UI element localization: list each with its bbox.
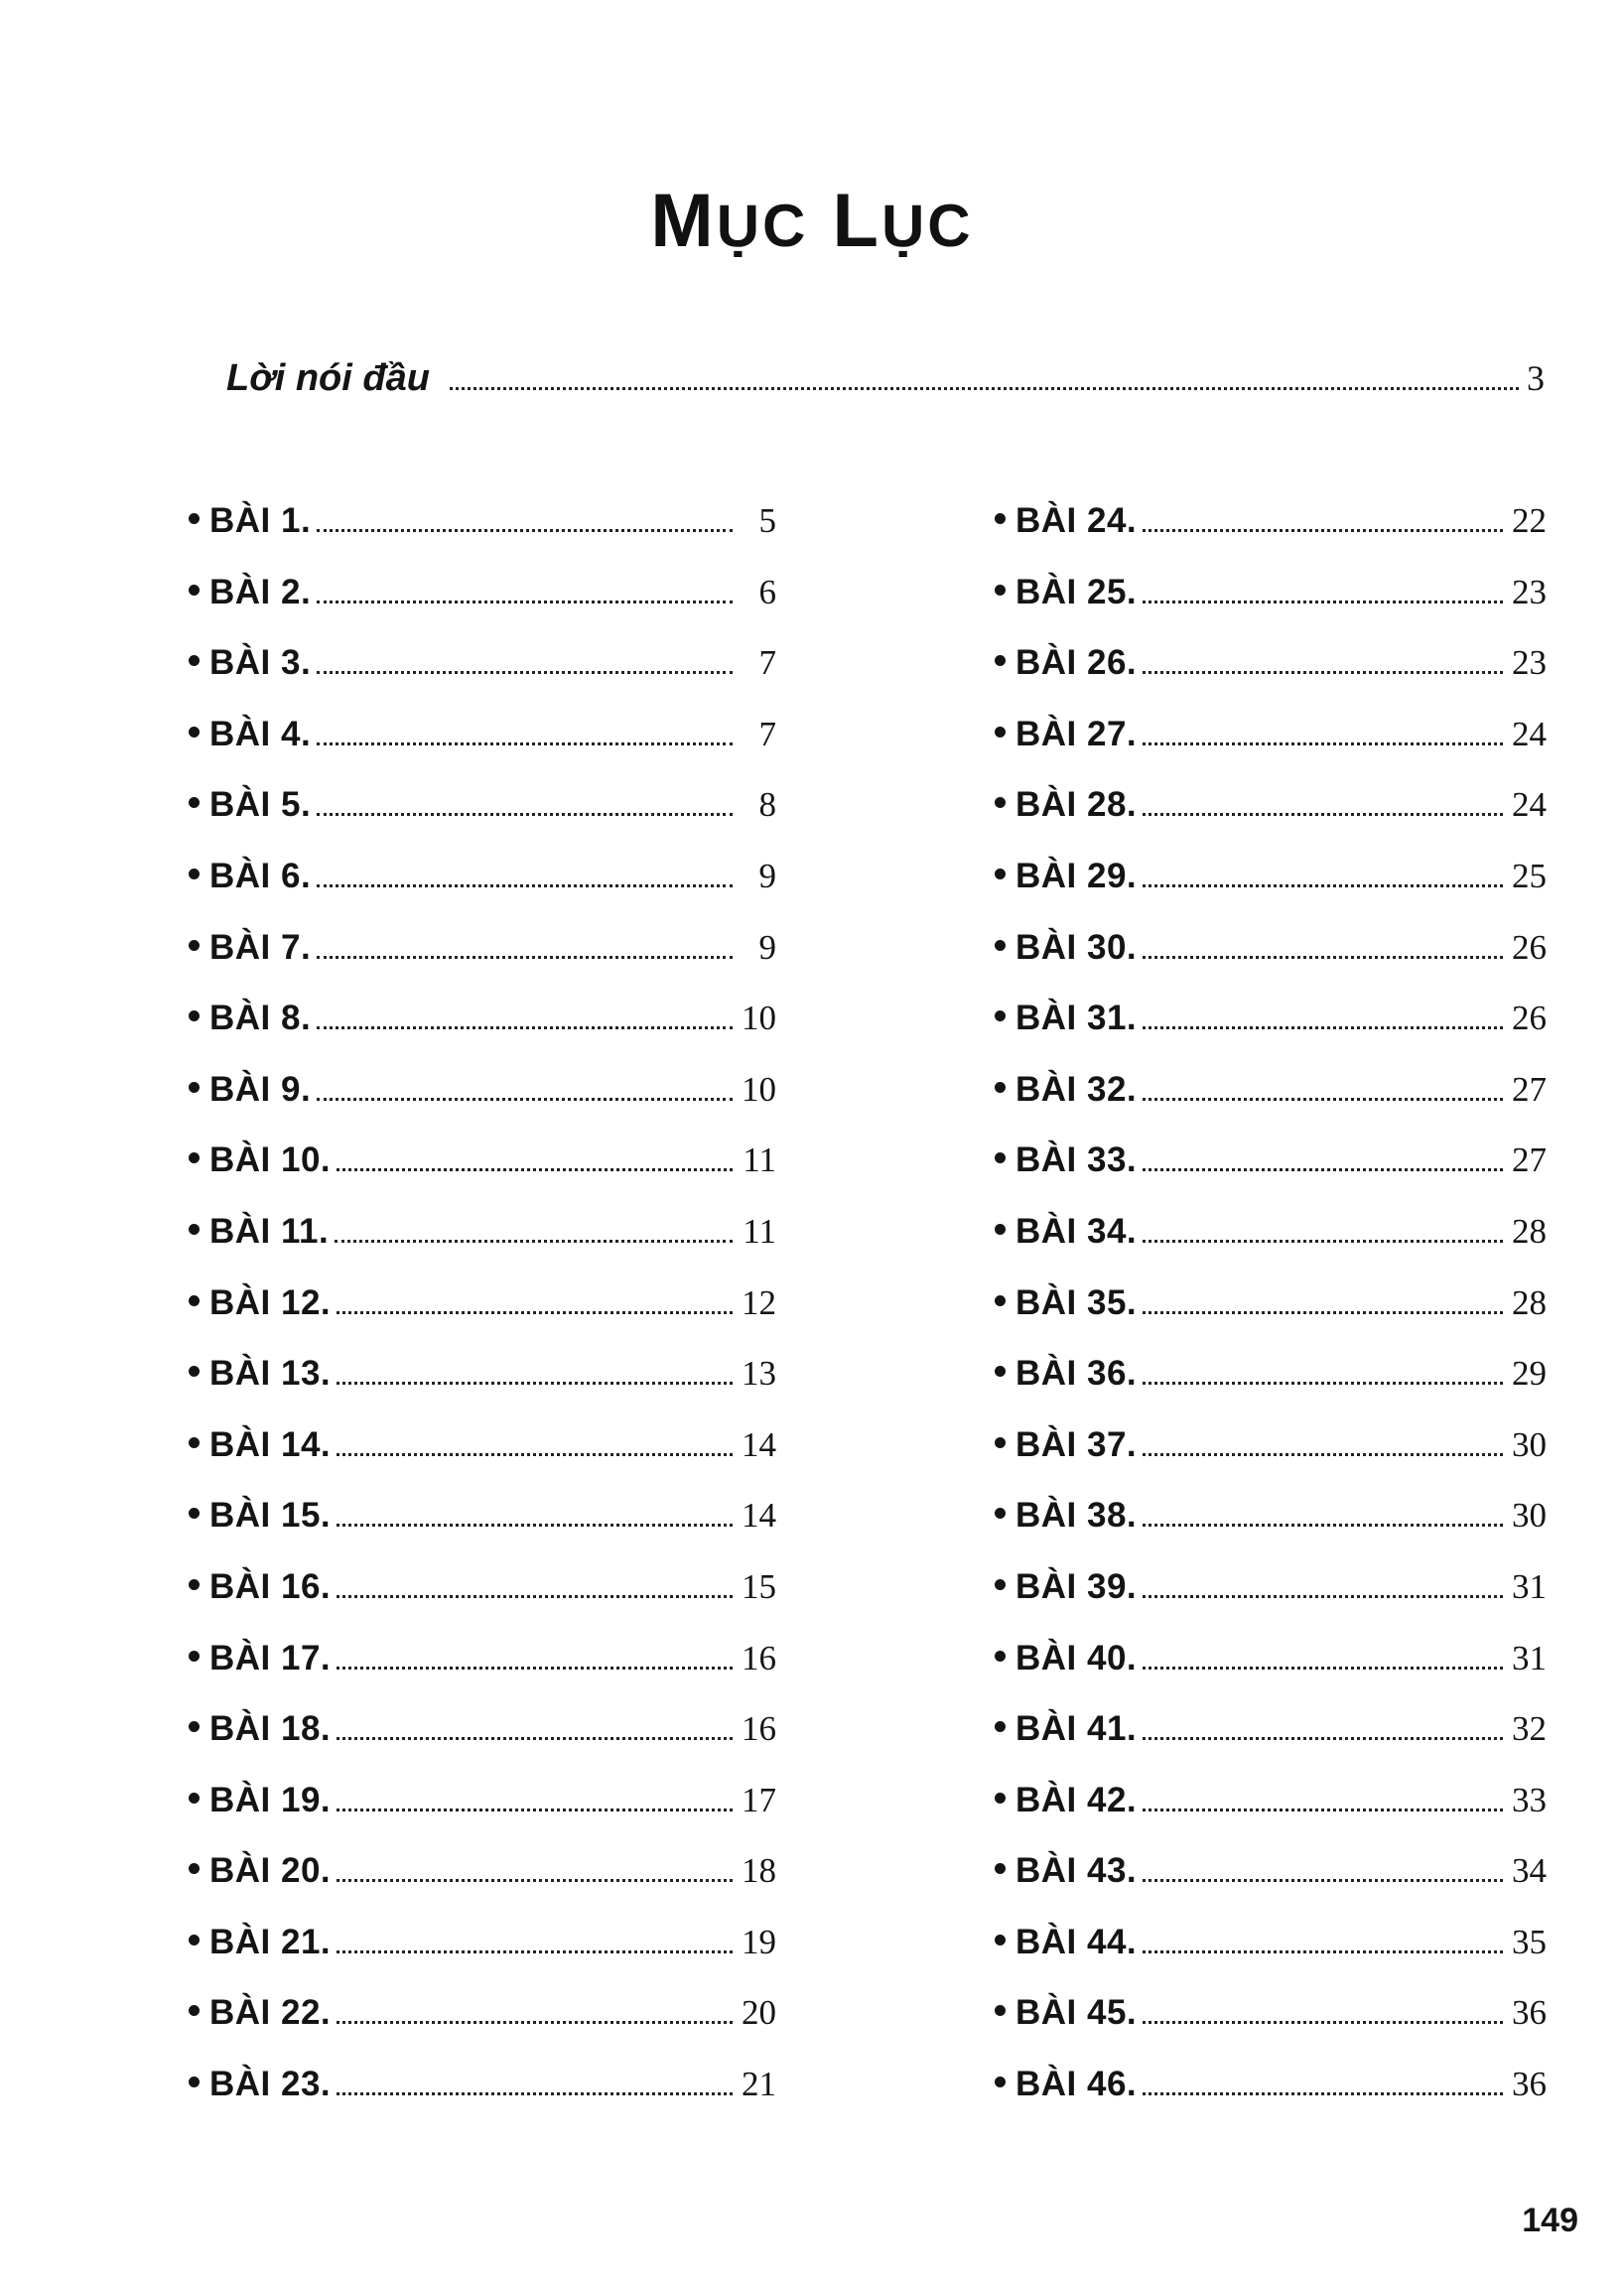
toc-entry-label: BÀI 11. — [209, 1211, 330, 1251]
toc-entry-page-number: 29 — [1512, 1354, 1547, 1394]
dot-leader — [337, 1382, 733, 1385]
toc-entry-label: BÀI 31. — [1015, 999, 1138, 1038]
toc-entry-label: BÀI 17. — [209, 1638, 332, 1677]
dot-leader — [337, 1667, 733, 1670]
title-initial-2: L — [832, 178, 881, 263]
dot-leader — [1143, 1667, 1503, 1670]
toc-entry[interactable] — [995, 928, 1547, 1000]
dot-leader — [450, 387, 1519, 390]
dot-leader — [337, 1311, 733, 1314]
toc-entry[interactable] — [995, 1283, 1547, 1355]
dot-leader — [1143, 1026, 1503, 1029]
toc-entry-page-number: 16 — [742, 1638, 776, 1677]
toc-entry-page-number: 11 — [743, 1140, 776, 1180]
dot-leader — [317, 884, 733, 887]
toc-entry-label: BÀI 30. — [1015, 927, 1138, 967]
toc-entry[interactable] — [189, 1140, 776, 1212]
dot-leader — [317, 671, 733, 674]
bullet-icon — [189, 585, 200, 596]
dot-leader — [335, 1240, 733, 1243]
toc-entry-page-number: 7 — [758, 714, 776, 753]
bullet-icon — [189, 797, 200, 808]
toc-entry-page-number: 5 — [758, 501, 776, 540]
bullet-icon — [189, 1579, 200, 1590]
bullet-icon — [995, 1152, 1006, 1163]
toc-entry-label: BÀI 43. — [1015, 1851, 1138, 1891]
toc-entry-label: BÀI 21. — [209, 1922, 332, 1961]
toc-entry-page-number: 35 — [1512, 1922, 1547, 1961]
bullet-icon — [995, 1651, 1006, 1662]
dot-leader — [1143, 2092, 1503, 2095]
toc-entry[interactable] — [189, 573, 776, 644]
toc-entry[interactable] — [189, 715, 776, 786]
dot-leader — [1143, 2021, 1503, 2024]
toc-entry[interactable] — [995, 1851, 1547, 1923]
toc-entry-page-number: 19 — [742, 1922, 776, 1961]
toc-entry-page-number: 30 — [1512, 1496, 1547, 1536]
dot-leader — [1143, 671, 1503, 674]
dot-leader — [1143, 1311, 1503, 1314]
toc-entry[interactable] — [995, 999, 1547, 1070]
bullet-icon — [995, 1793, 1006, 1804]
toc-entry-page-number: 17 — [742, 1780, 776, 1819]
page-title — [0, 178, 1624, 264]
toc-column-right — [995, 501, 1547, 2136]
toc-entry[interactable] — [189, 1709, 776, 1781]
bullet-icon — [189, 869, 200, 879]
bullet-icon — [995, 2077, 1006, 2087]
toc-entry-page-number: 10 — [742, 999, 776, 1038]
toc-entry-label: BÀI 35. — [1015, 1282, 1138, 1322]
toc-entry-page-number: 6 — [758, 572, 776, 611]
toc-entry-label: BÀI 37. — [1015, 1424, 1138, 1464]
bullet-icon — [189, 1437, 200, 1448]
toc-entry[interactable] — [995, 857, 1547, 928]
toc-entry-page-number: 16 — [742, 1709, 776, 1749]
toc-entry-page-number: 9 — [758, 927, 776, 967]
toc-entry-label: BÀI 24. — [1015, 501, 1138, 540]
dot-leader — [337, 1168, 733, 1171]
toc-entry[interactable] — [189, 1354, 776, 1425]
bullet-icon — [189, 513, 200, 524]
toc-entry-label: BÀI 29. — [1015, 856, 1138, 895]
toc-entry-label: BÀI 41. — [1015, 1709, 1138, 1749]
toc-entry[interactable] — [995, 1425, 1547, 1497]
bullet-icon — [189, 1152, 200, 1163]
dot-leader — [317, 1026, 733, 1029]
toc-entry-label: BÀI 25. — [1015, 572, 1138, 611]
dot-leader — [317, 1098, 733, 1101]
dot-leader — [337, 1595, 733, 1598]
toc-entry-page-number: 24 — [1512, 714, 1547, 753]
toc-entry-label: BÀI 20. — [209, 1851, 332, 1891]
dot-leader — [337, 1809, 733, 1811]
bullet-icon — [995, 1366, 1006, 1377]
toc-entry-page-number: 14 — [742, 1496, 776, 1536]
toc-entry[interactable] — [995, 715, 1547, 786]
toc-entry-label: BÀI 16. — [209, 1566, 332, 1606]
bullet-icon — [995, 655, 1006, 666]
toc-entry-page-number: 25 — [1512, 856, 1547, 895]
toc-entry[interactable] — [189, 785, 776, 857]
toc-entry[interactable] — [995, 1070, 1547, 1141]
toc-entry[interactable] — [995, 1354, 1547, 1425]
toc-entry-page-number: 30 — [1512, 1424, 1547, 1464]
toc-entry-page-number: 20 — [742, 1993, 776, 2033]
toc-entry-label: BÀI 9. — [209, 1069, 312, 1109]
toc-entry-label: BÀI 2. — [209, 572, 312, 611]
toc-entry-label: BÀI 6. — [209, 856, 312, 895]
bullet-icon — [995, 1224, 1006, 1235]
toc-entry-page-number: 28 — [1512, 1211, 1547, 1251]
dot-leader — [1143, 529, 1503, 532]
bullet-icon — [995, 940, 1006, 951]
bullet-icon — [189, 727, 200, 737]
toc-entry-label: BÀI 44. — [1015, 1922, 1138, 1961]
bullet-icon — [995, 1721, 1006, 1732]
bullet-icon — [189, 655, 200, 666]
toc-entry-page-number: 31 — [1512, 1566, 1547, 1606]
toc-entry[interactable] — [995, 1993, 1547, 2065]
toc-entry-page-number: 10 — [742, 1069, 776, 1109]
toc-entry-page-number: 11 — [743, 1211, 776, 1251]
bullet-icon — [995, 2005, 1006, 2016]
toc-entry[interactable] — [189, 1993, 776, 2065]
toc-entry-page-number: 8 — [758, 785, 776, 825]
toc-entry[interactable] — [189, 1070, 776, 1141]
title-smallcaps-2: ỤC — [880, 192, 974, 259]
toc-entry[interactable] — [189, 1781, 776, 1852]
toc-entry-page-number: 22 — [1512, 501, 1547, 540]
bullet-icon — [995, 869, 1006, 879]
toc-entry[interactable] — [189, 857, 776, 928]
bullet-icon — [189, 1508, 200, 1519]
toc-entry[interactable] — [995, 2065, 1547, 2136]
preface-label: Lời nói đầu — [226, 357, 430, 399]
toc-entry[interactable] — [189, 1923, 776, 1994]
dot-leader — [1143, 813, 1503, 816]
dot-leader — [1143, 1950, 1503, 1953]
dot-leader — [1143, 1453, 1503, 1456]
toc-entry-page-number: 36 — [1512, 2065, 1547, 2104]
dot-leader — [1143, 1098, 1503, 1101]
toc-entry-label: BÀI 32. — [1015, 1069, 1138, 1109]
bullet-icon — [995, 1863, 1006, 1874]
dot-leader — [1143, 1595, 1503, 1598]
bullet-icon — [995, 1010, 1006, 1021]
toc-entry[interactable] — [189, 1425, 776, 1497]
toc-entry-page-number: 15 — [742, 1566, 776, 1606]
toc-entry-label: BÀI 1. — [209, 501, 312, 540]
toc-entry[interactable] — [189, 2065, 776, 2136]
toc-entry-label: BÀI 46. — [1015, 2065, 1138, 2104]
toc-entry[interactable] — [189, 1851, 776, 1923]
toc-entry-label: BÀI 12. — [209, 1282, 332, 1322]
preface-page-number: 3 — [1527, 358, 1545, 398]
dot-leader — [1143, 1524, 1503, 1527]
toc-entry-page-number: 31 — [1512, 1638, 1547, 1677]
toc-entry-page-number: 26 — [1512, 927, 1547, 967]
dot-leader — [337, 1737, 733, 1740]
dot-leader — [1143, 1382, 1503, 1385]
bullet-icon — [995, 513, 1006, 524]
dot-leader — [1143, 742, 1503, 745]
bullet-icon — [189, 1863, 200, 1874]
toc-entry[interactable] — [995, 785, 1547, 857]
toc-entry-page-number: 33 — [1512, 1780, 1547, 1819]
bullet-icon — [995, 727, 1006, 737]
toc-entry[interactable] — [995, 1709, 1547, 1781]
toc-entry-page-number: 9 — [758, 856, 776, 895]
toc-entry-page-number: 13 — [742, 1354, 776, 1394]
toc-entry[interactable] — [189, 1283, 776, 1355]
toc-entry[interactable] — [995, 1781, 1547, 1852]
toc-entry-page-number: 28 — [1512, 1282, 1547, 1322]
toc-entry-page-number: 14 — [742, 1424, 776, 1464]
title-smallcaps: ỤC — [716, 192, 809, 259]
bullet-icon — [995, 1437, 1006, 1448]
toc-entry-preface[interactable] — [226, 357, 1545, 400]
bullet-icon — [995, 1935, 1006, 1945]
bullet-icon — [189, 1651, 200, 1662]
toc-entry-page-number: 24 — [1512, 785, 1547, 825]
toc-entry-label: BÀI 4. — [209, 714, 312, 753]
bullet-icon — [189, 940, 200, 951]
bullet-icon — [189, 1295, 200, 1306]
toc-entry[interactable] — [189, 999, 776, 1070]
toc-entry-page-number: 7 — [758, 643, 776, 683]
dot-leader — [337, 2021, 733, 2024]
toc-entry[interactable] — [189, 1639, 776, 1710]
toc-entry-label: BÀI 7. — [209, 927, 312, 967]
toc-entry-label: BÀI 45. — [1015, 1993, 1138, 2033]
toc-entry-label: BÀI 14. — [209, 1424, 332, 1464]
dot-leader — [317, 601, 733, 603]
toc-entry[interactable] — [995, 1923, 1547, 1994]
bullet-icon — [189, 1082, 200, 1093]
toc-entry[interactable] — [995, 1567, 1547, 1639]
dot-leader — [337, 2092, 733, 2095]
bullet-icon — [995, 585, 1006, 596]
bullet-icon — [189, 1366, 200, 1377]
dot-leader — [337, 1950, 733, 1953]
dot-leader — [337, 1453, 733, 1456]
toc-entry-label: BÀI 28. — [1015, 785, 1138, 825]
toc-entry-label: BÀI 5. — [209, 785, 312, 825]
toc-entry-label: BÀI 23. — [209, 2065, 332, 2104]
dot-leader — [1143, 1737, 1503, 1740]
toc-entry-label: BÀI 38. — [1015, 1496, 1138, 1536]
dot-leader — [1143, 884, 1503, 887]
toc-entry-label: BÀI 26. — [1015, 643, 1138, 683]
toc-entry[interactable] — [189, 928, 776, 1000]
dot-leader — [1143, 601, 1503, 603]
page-number: 149 — [1522, 2202, 1578, 2239]
toc-entry[interactable] — [189, 1212, 776, 1283]
toc-entry[interactable] — [995, 1140, 1547, 1212]
dot-leader — [337, 1879, 733, 1882]
toc-entry-label: BÀI 22. — [209, 1993, 332, 2033]
toc-entry-label: BÀI 13. — [209, 1354, 332, 1394]
toc-entry-label: BÀI 36. — [1015, 1354, 1138, 1394]
toc-entry-page-number: 18 — [742, 1851, 776, 1891]
toc-entry[interactable] — [995, 643, 1547, 715]
toc-entry-label: BÀI 3. — [209, 643, 312, 683]
toc-entry-label: BÀI 33. — [1015, 1140, 1138, 1180]
toc-entry-page-number: 32 — [1512, 1709, 1547, 1749]
toc-entry-page-number: 23 — [1512, 572, 1547, 611]
dot-leader — [317, 529, 733, 532]
toc-entry-page-number: 27 — [1512, 1069, 1547, 1109]
toc-entry[interactable] — [995, 1639, 1547, 1710]
toc-entry-page-number: 26 — [1512, 999, 1547, 1038]
toc-entry-label: BÀI 34. — [1015, 1211, 1138, 1251]
toc-entry-label: BÀI 18. — [209, 1709, 332, 1749]
bullet-icon — [995, 1082, 1006, 1093]
bullet-icon — [189, 1793, 200, 1804]
dot-leader — [337, 1524, 733, 1527]
dot-leader — [317, 742, 733, 745]
toc-entry-page-number: 23 — [1512, 643, 1547, 683]
bullet-icon — [995, 1508, 1006, 1519]
toc-entry[interactable] — [995, 501, 1547, 573]
dot-leader — [1143, 1879, 1503, 1882]
dot-leader — [1143, 956, 1503, 959]
bullet-icon — [189, 1721, 200, 1732]
bullet-icon — [995, 797, 1006, 808]
toc-column-left — [189, 501, 776, 2136]
bullet-icon — [995, 1295, 1006, 1306]
toc-entry[interactable] — [189, 643, 776, 715]
dot-leader — [317, 956, 733, 959]
toc-entry-label: BÀI 40. — [1015, 1638, 1138, 1677]
toc-entry-label: BÀI 10. — [209, 1140, 332, 1180]
bullet-icon — [189, 2077, 200, 2087]
toc-entry-page-number: 21 — [742, 2065, 776, 2104]
bullet-icon — [189, 1010, 200, 1021]
toc-entry[interactable] — [189, 1496, 776, 1567]
bullet-icon — [189, 1224, 200, 1235]
toc-entry-label: BÀI 19. — [209, 1780, 332, 1819]
toc-entry[interactable] — [995, 573, 1547, 644]
toc-entry[interactable] — [189, 501, 776, 573]
toc-entry-label: BÀI 39. — [1015, 1566, 1138, 1606]
toc-entry-label: BÀI 27. — [1015, 714, 1138, 753]
toc-entry-label: BÀI 8. — [209, 999, 312, 1038]
toc-entry[interactable] — [995, 1212, 1547, 1283]
toc-entry-page-number: 12 — [742, 1282, 776, 1322]
toc-entry-label: BÀI 42. — [1015, 1780, 1138, 1819]
dot-leader — [1143, 1240, 1503, 1243]
toc-entry-label: BÀI 15. — [209, 1496, 332, 1536]
toc-entry-page-number: 27 — [1512, 1140, 1547, 1180]
toc-entry-page-number: 34 — [1512, 1851, 1547, 1891]
bullet-icon — [995, 1579, 1006, 1590]
bullet-icon — [189, 1935, 200, 1945]
dot-leader — [317, 813, 733, 816]
bullet-icon — [189, 2005, 200, 2016]
dot-leader — [1143, 1168, 1503, 1171]
toc-entry-page-number: 36 — [1512, 1993, 1547, 2033]
dot-leader — [1143, 1809, 1503, 1811]
title-initial: M — [650, 178, 717, 263]
toc-entry[interactable] — [189, 1567, 776, 1639]
toc-entry[interactable] — [995, 1496, 1547, 1567]
